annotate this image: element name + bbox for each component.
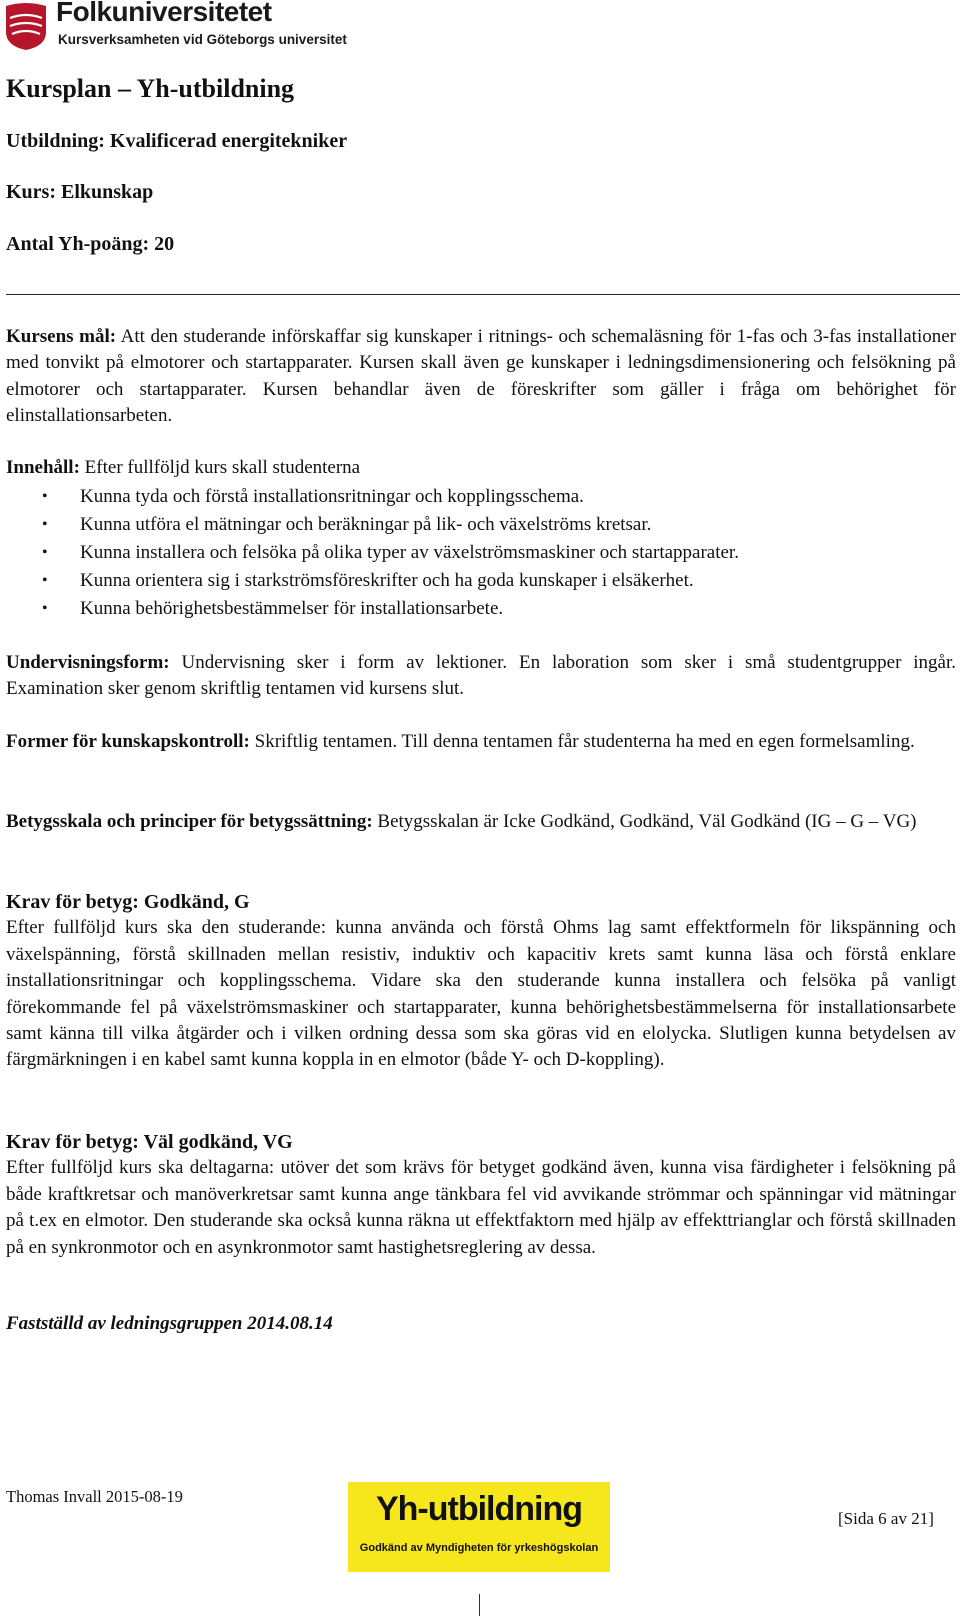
krav-godkand-heading: Krav för betyg: Godkänd, G [6, 891, 250, 913]
poang-heading: Antal Yh-poäng: 20 [6, 233, 175, 255]
undervisningsform-section [6, 650, 956, 703]
list-item: • Kunna tyda och förstå installationsritningar och kopplingsschema. [6, 483, 956, 511]
betygsskala-label: Betygsskala och principer för betygssättning: [6, 811, 373, 832]
org-name: Folkuniversitetet [56, 0, 272, 27]
bullet-icon: • [42, 544, 48, 561]
kursens-mal-text: Att den studerande införskaffar sig kunskaper i ritnings- och schemaläsning för 1-fas och 3-fas installationer med tonvikt på elmotorer och startapparater. Kursen skall även ge kunskaper i ledningsdimensionering och felsökning på elmotorer och startapparater. Kursen behandlar även de föreskrifter som gäller i fråga om behörighet för elinstallationsarbeten. [6, 326, 956, 427]
divider-rule [6, 294, 960, 295]
footer-author-date: Thomas Invall 2015-08-19 [6, 1487, 183, 1506]
yh-utbildning-logo [348, 1482, 610, 1572]
former-text: Skriftlig tentamen. Till denna tentamen får studenterna ha med en egen formelsamling. [249, 731, 915, 752]
list-item: • Kunna utföra el mätningar och beräkningar på lik- och växelströms kretsar. [6, 511, 956, 539]
bullet-icon: • [42, 600, 48, 617]
bullet-icon: • [42, 488, 48, 505]
page-number: [Sida 6 av 21] [838, 1509, 934, 1528]
utbildning-heading: Utbildning: Kvalificerad energitekniker [6, 130, 348, 152]
bullet-icon: • [42, 516, 48, 533]
yh-logo-subtitle: Godkänd av Myndigheten för yrkeshögskolan [359, 1542, 599, 1554]
folkuniversitetet-logo [4, 2, 364, 54]
undervisningsform-text: Undervisning sker i form av lektioner. En laboration som sker i små studentgrupper ingår. Examination sker genom skriftlig tentamen vid kursens slut. [6, 652, 956, 700]
page-title: Kursplan – Yh-utbildning [6, 74, 295, 103]
innehall-label: Innehåll: [6, 457, 80, 478]
list-item: • Kunna behörighetsbestämmelser för installationsarbete. [6, 595, 956, 623]
krav-godkand-section [6, 889, 956, 1074]
bullet-icon: • [42, 572, 48, 589]
innehall-section [6, 455, 956, 481]
former-label: Former för kunskapskontroll: [6, 731, 250, 752]
innehall-list [6, 483, 956, 623]
former-section [6, 729, 956, 755]
krav-valgodkand-section [6, 1129, 956, 1261]
krav-valgodkand-heading: Krav för betyg: Väl godkänd, VG [6, 1131, 293, 1153]
list-item: • Kunna installera och felsöka på olika typer av växelströmsmaskiner och startapparater. [6, 539, 956, 567]
betygsskala-text: Betygsskalan är Icke Godkänd, Godkänd, Väl Godkänd (IG – G – VG) [372, 811, 917, 832]
org-subtitle: Kursverksamheten vid Göteborgs universitet [58, 32, 347, 47]
kurs-heading: Kurs: Elkunskap [6, 181, 154, 203]
kursens-mal-section [6, 324, 956, 430]
folkuniversitetet-emblem-icon [4, 2, 48, 50]
undervisningsform-label: Undervisningsform: [6, 652, 170, 673]
innehall-intro: Efter fullföljd kurs skall studenterna [79, 457, 361, 478]
kursens-mal-label: Kursens mål: [6, 326, 117, 347]
krav-valgodkand-text: Efter fullföljd kurs ska deltagarna: utöver det som krävs för betyget godkänd även, kunna visa färdigheter i felsökning på både kraftkretsar och manöverkretsar samt kunna ange tänkbara fel vid avvikande strömmar och spänningar vid mätningar på t.ex en elmotor. Den studerande ska också kunna räkna ut effektfaktorn med hjälp av effekttrianglar och förstå skillnaden på en synkronmotor och en asynkronmotor samt hastighetsreglering av dessa. [6, 1157, 956, 1258]
faststalld-note: Fastställd av ledningsgruppen 2014.08.14 [6, 1313, 333, 1334]
betygsskala-section [6, 809, 956, 835]
yh-logo-title: Yh-utbildning [375, 1490, 583, 1528]
list-item: • Kunna orientera sig i starkströmsföreskrifter och ha goda kunskaper i elsäkerhet. [6, 567, 956, 595]
krav-godkand-text: Efter fullföljd kurs ska den studerande: kunna använda och förstå Ohms lag samt effektformeln för likspänning och växelspänning, förstå skillnaden mellan resistiv, induktiv och kapacitiv krets samt kunna läsa och förstå enklare installationsritningar och kopplingsschema. Vidare ska den studerande kunna installera och felsöka på vanligt förekommande fel på växelströmsmaskiner och startapparater, kunna behörighetsbestämmelserna för installationsarbete samt känna till vilka åtgärder och i vilken ordning dessa som ska göras vid en elolycka. Slutligen kunna betydelsen av färgmärkningen i en kabel samt kunna koppla in en elmotor (både Y- och D-koppling). [6, 917, 956, 1071]
text-cursor-icon [479, 1594, 480, 1616]
